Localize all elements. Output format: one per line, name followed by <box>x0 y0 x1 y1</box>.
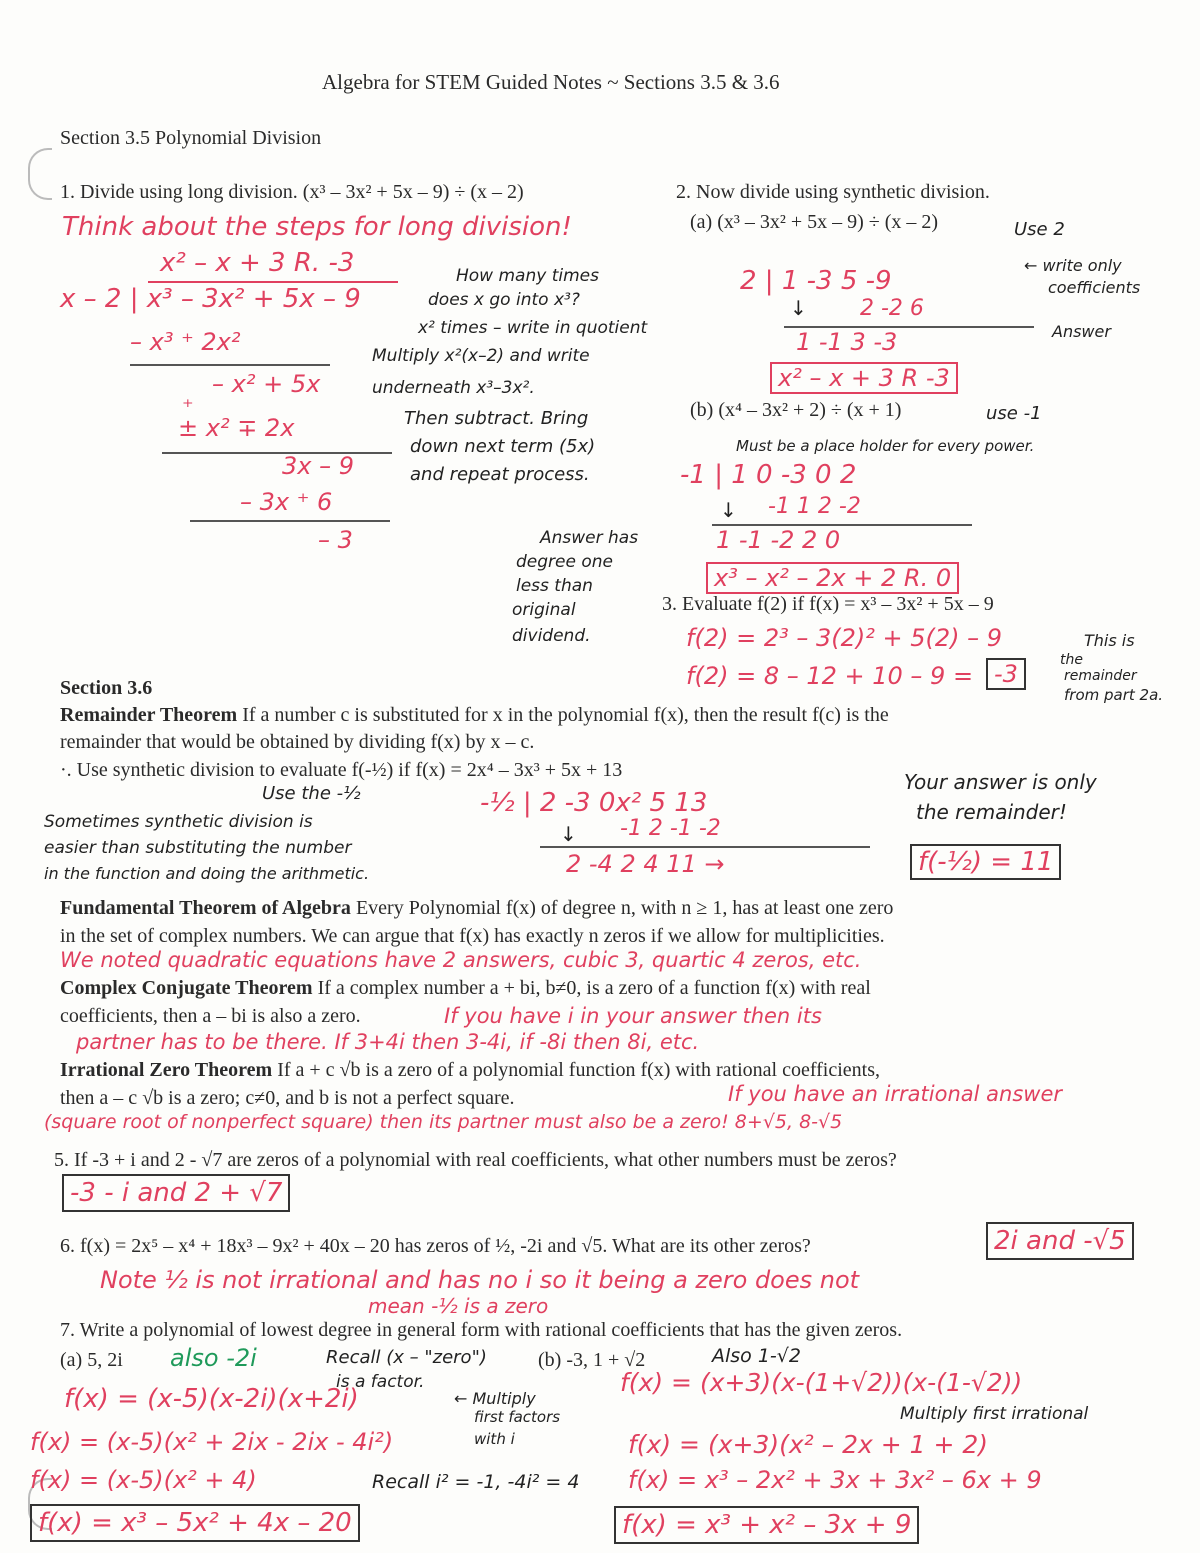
q4-synthetic-line <box>540 846 870 848</box>
note-fta: We noted quadratic equations have 2 answers, cubic 3, quartic 4 zeros, etc. <box>60 948 862 972</box>
note-think-steps: Think about the steps for long division! <box>62 212 572 242</box>
irrational-zero-text: If a + c √b is a zero of a polynomial function f(x) with rational coefficients, <box>272 1059 880 1081</box>
q7a-work-2: f(x) = (x-5)(x² + 2ix - 2ix - 4i²) <box>30 1428 394 1456</box>
note-remainder-1: This is <box>1084 631 1135 650</box>
note-step-3: x² times – write in quotient <box>418 318 648 338</box>
question-7b: (b) -3, 1 + √2 <box>538 1349 646 1371</box>
down-arrow-icon-b: ↓ <box>720 498 737 522</box>
long-division-step-3: ⁺ <box>182 395 194 420</box>
note-sometimes-2: easier than substituting the number <box>44 838 352 858</box>
q6-answer: 2i and -√5 <box>986 1222 1134 1260</box>
note-step-6: Then subtract. Bring <box>404 408 589 429</box>
remainder-theorem-text: If a number c is substituted for x in the polynomial f(x), then the result f(c) is the <box>237 704 889 726</box>
note-use-neg-half: Use the -½ <box>262 783 361 804</box>
note-sometimes-3: in the function and doing the arithmetic. <box>44 864 370 883</box>
note-step-4: Multiply x²(x–2) and write <box>372 346 590 366</box>
fundamental-theorem-label: Fundamental Theorem of Algebra <box>60 897 351 919</box>
note-answer-label: Answer <box>1052 322 1111 341</box>
question-3: 3. Evaluate f(2) if f(x) = x³ – 3x² + 5x – 9 <box>662 593 994 615</box>
note-remainder-2: the <box>1060 652 1083 668</box>
note-coefficients: coefficients <box>1048 278 1141 297</box>
question-2: 2. Now divide using synthetic division. <box>676 181 990 203</box>
note-q6-1: Note ½ is not irrational and has no i so it being a zero does not <box>100 1266 860 1294</box>
note-multiply-3: with i <box>474 1430 515 1448</box>
note-step-8: and repeat process. <box>410 464 590 485</box>
note-only-remainder-2: the remainder! <box>916 800 1067 824</box>
synthetic-b-row-2: -1 1 2 -2 <box>768 494 861 519</box>
long-division-line-1 <box>130 364 330 366</box>
note-izt-2: (square root of nonperfect square) then its partner must also be a zero! 8+√5, 8-√5 <box>44 1111 843 1133</box>
q3-work-1: f(2) = 2³ – 3(2)² + 5(2) – 9 <box>686 624 1003 652</box>
q7b-work-3: f(x) = x³ – 2x² + 3x + 3x² – 6x + 9 <box>628 1466 1042 1494</box>
question-1: 1. Divide using long division. (x³ – 3x² + 5x – 9) ÷ (x – 2) <box>60 181 524 203</box>
q7b-work-2: f(x) = (x+3)(x² – 2x + 1 + 2) <box>628 1430 989 1459</box>
note-recall-factor-1: Recall (x – "zero") <box>326 1347 487 1368</box>
synthetic-b-answer: x³ – x² – 2x + 2 R. 0 <box>706 562 959 594</box>
fundamental-theorem <box>60 896 893 920</box>
long-division-line-3 <box>190 520 390 522</box>
down-arrow-icon: ↓ <box>790 296 807 320</box>
synthetic-b-row-1: -1 | 1 0 -3 0 2 <box>680 460 857 490</box>
q7b-work-1: f(x) = (x+3)(x-(1+√2))(x-(1-√2)) <box>620 1368 1023 1397</box>
note-write-only: ← write only <box>1024 256 1122 275</box>
note-recall-i-squared: Recall i² = -1, -4i² = 4 <box>372 1471 580 1493</box>
complex-conjugate-theorem <box>60 976 871 1000</box>
question-7: 7. Write a polynomial of lowest degree in general form with rational coefficients that has the given zeros. <box>60 1319 903 1341</box>
question-6: 6. f(x) = 2x⁵ – x⁴ + 18x³ – 9x² + 40x – 20 has zeros of ½, -2i and √5. What are its other zeros? <box>60 1235 811 1257</box>
q5-answer: -3 - i and 2 + √7 <box>62 1174 290 1212</box>
q4-synthetic-row-1: -½ | 2 -3 0x² 5 13 <box>480 788 708 818</box>
punch-hole-top <box>28 148 52 200</box>
note-also-1-minus-root2: Also 1-√2 <box>712 1345 801 1367</box>
section-3-5-heading: Section 3.5 Polynomial Division <box>60 127 322 149</box>
long-division-step-1: – x³ ⁺ 2x² <box>130 328 241 356</box>
q7a-work-1: f(x) = (x-5)(x-2i)(x+2i) <box>64 1384 359 1414</box>
q3-work-2: f(2) = 8 – 12 + 10 – 9 = <box>686 662 974 690</box>
question-4: ·. Use synthetic division to evaluate f(-½) if f(x) = 2x⁴ – 3x³ + 5x + 13 <box>60 759 623 781</box>
note-multiply-1: ← Multiply <box>454 1389 536 1408</box>
complex-conjugate-line-2: coefficients, then a – bi is also a zero. <box>60 1005 361 1027</box>
note-degree-5: dividend. <box>512 626 591 646</box>
synthetic-b-row-3: 1 -1 -2 2 0 <box>716 526 841 554</box>
long-division-step-5: 3x – 9 <box>282 452 354 480</box>
question-2b: (b) (x⁴ – 3x² + 2) ÷ (x + 1) <box>690 399 902 421</box>
irrational-zero-theorem <box>60 1058 880 1082</box>
q7a-work-3: f(x) = (x-5)(x² + 4) <box>30 1466 257 1494</box>
note-place-holder: Must be a place holder for every power. <box>736 437 1035 455</box>
note-remainder-4: from part 2a. <box>1064 686 1164 704</box>
quotient-bar <box>148 281 398 283</box>
note-q6-2: mean -½ is a zero <box>368 1294 549 1318</box>
note-recall-factor-2: is a factor. <box>336 1372 425 1392</box>
note-step-5: underneath x³–3x². <box>372 378 535 398</box>
note-multiply-irrational: Multiply first irrational <box>900 1404 1089 1424</box>
long-division-dividend: x – 2 | x³ – 3x² + 5x – 9 <box>60 284 361 314</box>
long-division-remainder: – 3 <box>318 526 353 554</box>
synthetic-a-row-2: 2 -2 6 <box>860 296 924 321</box>
note-multiply-2: first factors <box>474 1408 561 1426</box>
long-division-step-4: ± x² ∓ 2x <box>178 414 295 442</box>
remainder-theorem-label: Remainder Theorem <box>60 704 238 726</box>
remainder-theorem <box>60 703 889 727</box>
note-remainder-3: remainder <box>1064 668 1137 684</box>
note-degree-2: degree one <box>516 552 613 572</box>
long-division-quotient: x² – x + 3 R. -3 <box>160 248 355 278</box>
long-division-line-2 <box>162 452 392 454</box>
question-7a: (a) 5, 2i <box>60 1349 123 1371</box>
q3-answer: -3 <box>986 658 1026 690</box>
fundamental-theorem-line-2: in the set of complex numbers. We can argue that f(x) has exactly n zeros if we allow for multiplicities. <box>60 925 885 947</box>
remainder-theorem-line-2: remainder that would be obtained by dividing f(x) by x – c. <box>60 731 535 753</box>
fundamental-theorem-text: Every Polynomial f(x) of degree n, with n ≥ 1, has at least one zero <box>350 897 894 919</box>
down-arrow-icon-q4: ↓ <box>560 822 577 846</box>
note-degree-1: Answer has <box>540 528 639 548</box>
irrational-zero-label: Irrational Zero Theorem <box>60 1059 273 1081</box>
note-degree-3: less than <box>516 576 593 596</box>
note-only-remainder-1: Your answer is only <box>904 770 1097 794</box>
complex-conjugate-label: Complex Conjugate Theorem <box>60 977 313 999</box>
synthetic-a-row-3: 1 -1 3 -3 <box>796 328 898 356</box>
note-cct-2: partner has to be there. If 3+4i then 3-4i, if -8i then 8i, etc. <box>76 1030 700 1054</box>
note-degree-4: original <box>512 600 576 620</box>
q4-synthetic-row-3: 2 -4 2 4 11 → <box>566 850 725 878</box>
note-step-2: does x go into x³? <box>428 290 580 310</box>
note-use-2: Use 2 <box>1014 219 1065 240</box>
note-use-minus-1: use -1 <box>986 403 1042 424</box>
note-step-7: down next term (5x) <box>410 436 596 457</box>
synthetic-a-row-1: 2 | 1 -3 5 -9 <box>740 266 892 296</box>
irrational-zero-line-2: then a – c √b is a zero; c≠0, and b is not a perfect square. <box>60 1087 515 1109</box>
note-sometimes-1: Sometimes synthetic division is <box>44 812 313 832</box>
q7b-answer: f(x) = x³ + x² – 3x + 9 <box>614 1506 919 1544</box>
complex-conjugate-text: If a complex number a + bi, b≠0, is a zero of a function f(x) with real <box>312 977 871 999</box>
note-step-1: How many times <box>456 266 599 286</box>
note-also-neg-2i: also -2i <box>170 1344 257 1372</box>
question-2a: (a) (x³ – 3x² + 5x – 9) ÷ (x – 2) <box>690 211 939 233</box>
note-cct-1: If you have i in your answer then its <box>444 1004 822 1028</box>
note-izt-1: If you have an irrational answer <box>728 1082 1063 1106</box>
q7a-answer: f(x) = x³ – 5x² + 4x – 20 <box>30 1504 360 1542</box>
q4-answer: f(-½) = 11 <box>910 844 1061 880</box>
long-division-step-6: – 3x ⁺ 6 <box>240 488 333 516</box>
section-3-6-heading: Section 3.6 <box>60 677 153 699</box>
synthetic-a-answer: x² – x + 3 R -3 <box>770 362 958 394</box>
long-division-step-2: – x² + 5x <box>212 370 321 398</box>
page-title: Algebra for STEM Guided Notes ~ Sections 3.5 & 3.6 <box>322 70 780 94</box>
question-5: 5. If -3 + i and 2 - √7 are zeros of a polynomial with real coefficients, what other numbers must be zeros? <box>54 1149 897 1171</box>
q4-synthetic-row-2: -1 2 -1 -2 <box>620 816 721 841</box>
